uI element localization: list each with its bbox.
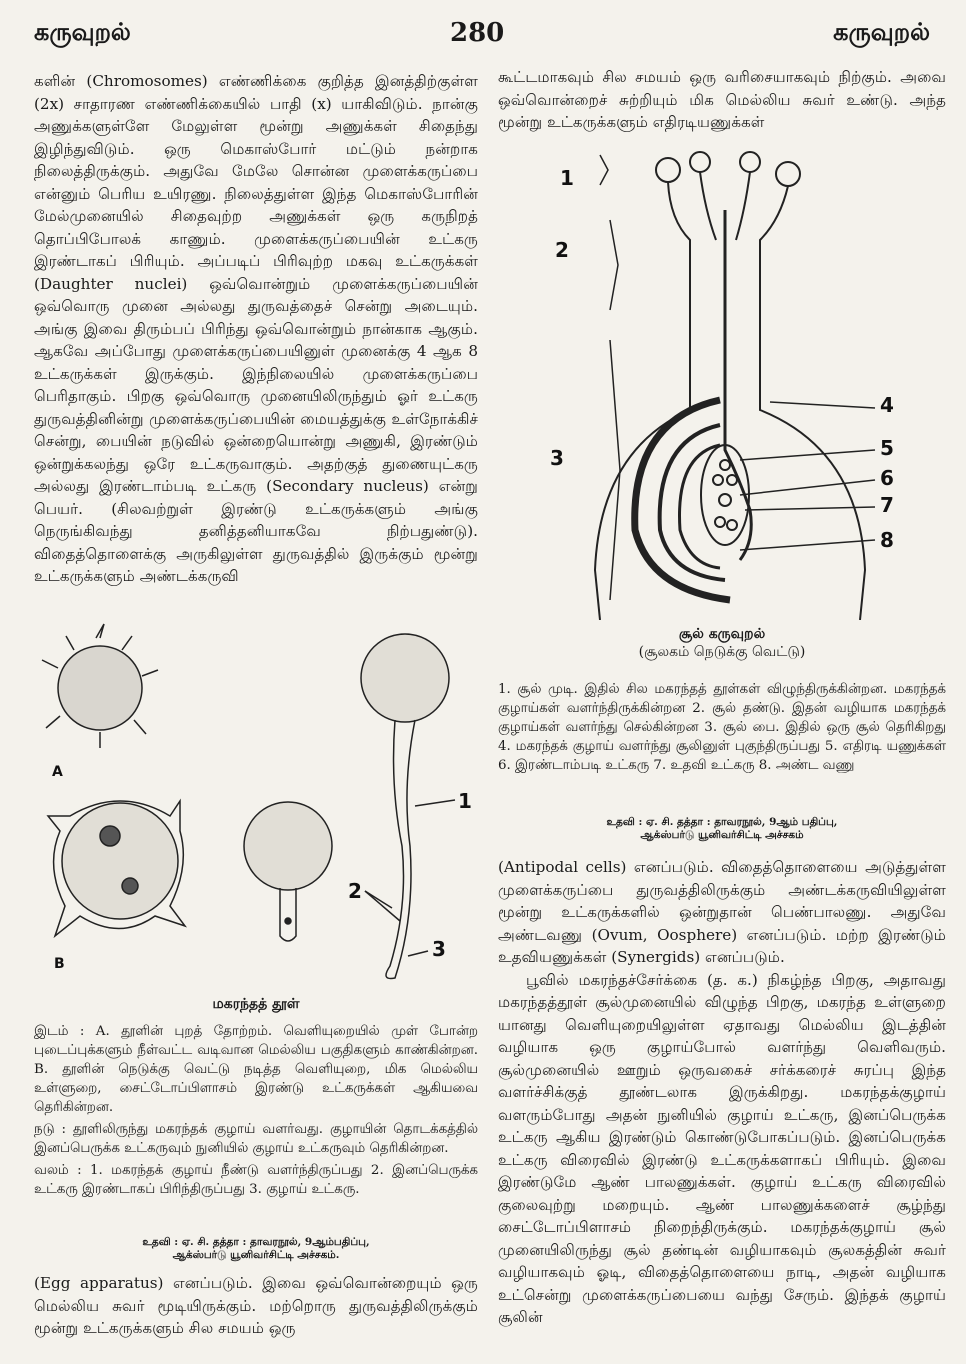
left-column-paragraph-bottom: (Egg apparatus) எனப்படும். இவை ஒவ்வொன்றையும் ஒரு மெல்லிய சுவர் மூடியிருக்கும். மற்றொரு துருவத்திலிருக்கும் மூன்று உட்கருக்களும் சில சமயம் ஒரு — [34, 1274, 478, 1337]
pollen-label-2: 2 — [348, 879, 362, 903]
right-column-paragraph-2: பூவில் மகரந்தச்சேர்க்கை (த. க.) நிகழ்ந்த பிறகு, அதாவது மகரந்தத்தூள் சூல்முனையில் விழுந்த பிறகு, மகரந்த உள்ளுறை யானது வெளியுறையிலுள்ள ஏதாவது மெல்லிய இடத்தின் வழியாக ஒரு குழாய்போல் வளர்ந்து வெளிவரும். சூல்முனையில் ஊறும் ஒருவகைச் சர்க்கரைச் சுரப்பு இந்த வளர்ச்சிக்குத் தூண்டலாக இருக்கிறது. மகரந்தக்குழாய் வளரும்போது அதன் நுனியில் குழாய் உட்கரு, இனப்பெருக்க உட்கரு ஆகிய இரண்டும் கொண்டுபோகப்படும். இனப்பெருக்க உட்கரு விரைவில் இரண்டு உட்கருக்களாகப் பிரியும். இவை இரண்டுமே ஆண் பாலணுக்கள். குழாய் உட்கரு விரைவில் குலைவுற்று மறையும். ஆண் பாலணுக்களைச் சூழ்ந்து சைட்டோப்பிளாசம் நிறைந்திருக்கும். மகரந்தக்குழாய் சூல் முனையிலிருந்து சூல் தண்டின் வழியாகவும் சூலகத்தின் சுவர் வழியாகவும் ஓடி, விதைத்தொளையை நாடி, அதன் வழியாக உட்சென்று முளைக்கருப்பையை வந்து சேரும். இந்தக் குழாய் சூலின் — [498, 970, 946, 1326]
flower-figure-credit — [498, 816, 946, 842]
flower-caption-title: சூல் கருவுறல் — [678, 626, 766, 642]
pollen-grain-diagram — [30, 616, 480, 994]
pollen-credit-line-2: ஆக்ஸ்பர்டு யூனிவர்சிட்டி அச்சகம். — [172, 1249, 340, 1261]
left-column-body-bottom — [34, 1272, 478, 1340]
right-column-body-top — [498, 66, 946, 134]
flower-label-2: 2 — [555, 238, 569, 262]
pollen-figure-legend — [34, 1022, 478, 1202]
pollen-legend-right: வலம் : 1. மகரந்தக் குழாய் நீண்டு வளர்ந்திருப்பது 2. இனப்பெருக்க உட்கரு இரண்டாகப் பிரிந்திருப்பது 3. குழாய் உட்கரு. — [34, 1163, 478, 1197]
pollen-label-a: A — [52, 764, 63, 780]
right-column-body-bottom — [498, 856, 946, 1329]
flower-label-6: 6 — [880, 466, 894, 490]
flower-label-7: 7 — [880, 493, 894, 517]
flower-figure-legend — [498, 680, 946, 778]
flower-legend-text: 1. சூல் முடி. இதில் சில மகரந்தத் தூள்கள் விழுந்திருக்கின்றன. மகரந்தக் குழாய்கள் வளர்ந்திருக்கின்றன 2. சூல் தண்டு. இதன் வழியாக மகரந்தக் குழாய்கள் வளர்ந்து செல்கின்றன 3. சூல் பை. இதில் ஒரு சூல் தெரிகிறது 4. மகரந்தக் குழாய் வளர்ந்து சூலினுள் புகுந்திருப்பது 5. எதிரடி யணுக்கள் 6. இரண்டாம்படி உட்கரு 7. உதவி உட்கரு 8. அண்ட வணு — [498, 682, 946, 773]
ovary-section-diagram — [540, 150, 940, 620]
pollen-label-3: 3 — [432, 937, 446, 961]
flower-caption-subtitle: (சூலகம் நெடுக்கு வெட்டு) — [638, 644, 806, 660]
pollen-legend-middle: நடு : தூளிலிருந்து மகரந்தக் குழாய் வளர்வது. குழாயின் தொடக்கத்தில் இனப்பெருக்க உட்கருவும் நுனியில் குழாய் உட்கருவும் தெரிகின்றன. — [34, 1122, 478, 1156]
running-header-right: கருவுறல் — [833, 18, 930, 46]
right-column-paragraph-1: (Antipodal cells) எனப்படும். விதைத்தொளையை அடுத்துள்ள முளைக்கருப்பை துருவத்திலிருக்கும் அண்டக்கருவியிலுள்ள மூன்று உட்கருக்களில் ஒன்றுதான் பெண்பாலணு. அதுவே அண்டவணு (Ovum, Oosphere) எனப்படும். மற்ற இரண்டும் உதவியணுக்கள் (Synergids) எனப்படும். — [498, 858, 946, 966]
left-column-body — [34, 70, 478, 588]
flower-credit-line-1: உதவி : ஏ. சி. தத்தா : தாவரநூல், 9ஆம் பதிப்பு, — [606, 816, 838, 828]
pollen-label-b: B — [54, 956, 65, 972]
pollen-label-1: 1 — [458, 789, 472, 813]
flower-label-3: 3 — [550, 446, 564, 470]
left-column-paragraph: களின் (Chromosomes) எண்ணிக்கை குறித்த இனத்திற்குள்ள (2x) சாதாரண எண்ணிக்கையில் பாதி (x) யாகிவிடும். நான்கு அணுக்களுள்ளே மேலுள்ள மூன்று அணுக்கள் சிதைந்து இழிந்துவிடும். ஒரு மெகாஸ்போர் மட்டும் நன்றாக நிலைத்திருக்கும். அதுவே மேலே சொன்ன முளைக்கருப்பை என்னும் பெரிய உயிரணு. நிலைத்துள்ள இந்த மெகாஸ்போரின் மேல்முனையில் சிதைவுற்ற அணுக்கள் ஒரு கருநிறத் தொப்பிபோலக் காணும். முளைக்கருப்பையின் உட்கரு இரண்டாகப் பிரியும். அப்படிப் பிரிவுற்ற மகவு உட்கருக்கள் (Daughter nuclei) ஒவ்வொன்றும் முளைக்கருப்பையின் ஒவ்வொரு முனை அல்லது துருவத்தைச் சென்று அடையும். அங்கு இவை திரும்பப் பிரிந்து ஒவ்வொன்றும் நான்காக ஆகும். ஆகவே அப்போது முளைக்கருப்பையினுள் முனைக்கு 4 ஆக 8 உட்கருக்கள் இருக்கும். இந்நிலையில் முளைக்கருப்பை பெரிதாகும். பிறகு ஒவ்வொரு முனையிலிருந்தும் ஓர் உட்கரு துருவத்தினின்று முளைக்கருப்பையின் மையத்துக்கு உள்நோக்கிச் சென்று, பையின் நடுவில் ஒன்றையொன்று அணுகி, இரண்டும் ஒன்றுக்கலந்து ஒரே உட்கருவாகும். அதற்குத் துணையுட்கரு அல்லது இரண்டாம்படி உட்கரு (Secondary nucleus) என்று பெயர். (சிலவற்றுள் இரண்டு உட்கருக்களும் அங்கு நெருங்கிவந்து தனித்தனியாகவே நிற்பதுண்டு). விதைத்தொளைக்கு அருகிலுள்ள துருவத்தில் இருக்கும் மூன்று உட்கருக்களும் அண்டக்கருவி — [34, 72, 478, 585]
flower-label-1: 1 — [560, 166, 574, 190]
pollen-caption-title: மகரந்தத் தூள் — [212, 996, 300, 1012]
flower-label-4: 4 — [880, 393, 894, 417]
right-column-paragraph-top: கூட்டமாகவும் சில சமயம் ஒரு வரிசையாகவும் நிற்கும். அவை ஒவ்வொன்றைச் சுற்றியும் மிக மெல்லிய சுவர் உண்டு. அந்த மூன்று உட்கருக்களும் எதிரடியணுக்கள் — [498, 68, 946, 131]
running-header-left: கருவுறல் — [34, 18, 131, 46]
pollen-credit-line-1: உதவி : ஏ. சி. தத்தா : தாவரநூல், 9ஆம்பதிப்பு, — [142, 1236, 370, 1248]
flower-credit-line-2: ஆக்ஸ்பர்டு யூனிவர்சிட்டி அச்சகம் — [640, 829, 804, 841]
flower-label-5: 5 — [880, 436, 894, 460]
flower-label-8: 8 — [880, 528, 894, 552]
pollen-figure-credit — [34, 1236, 478, 1262]
flower-figure-caption — [498, 626, 946, 662]
page-number: 280 — [450, 18, 505, 48]
pollen-legend-left: இடம் : A. தூளின் புறத் தோற்றம். வெளியுறையில் முள் போன்ற புடைப்புக்களும் நீள்வட்ட வடிவான மெல்லிய பகுதிகளும் காண்கின்றன. B. தூளின் நெடுக்கு வெட்டு நடித்த வெளியுறை, மிக மெல்லிய உள்ளுறை, சைட்டோப்பிளாசம் இரண்டு உட்கருக்கள் ஆகியவை தெரிகின்றன. — [34, 1024, 478, 1115]
